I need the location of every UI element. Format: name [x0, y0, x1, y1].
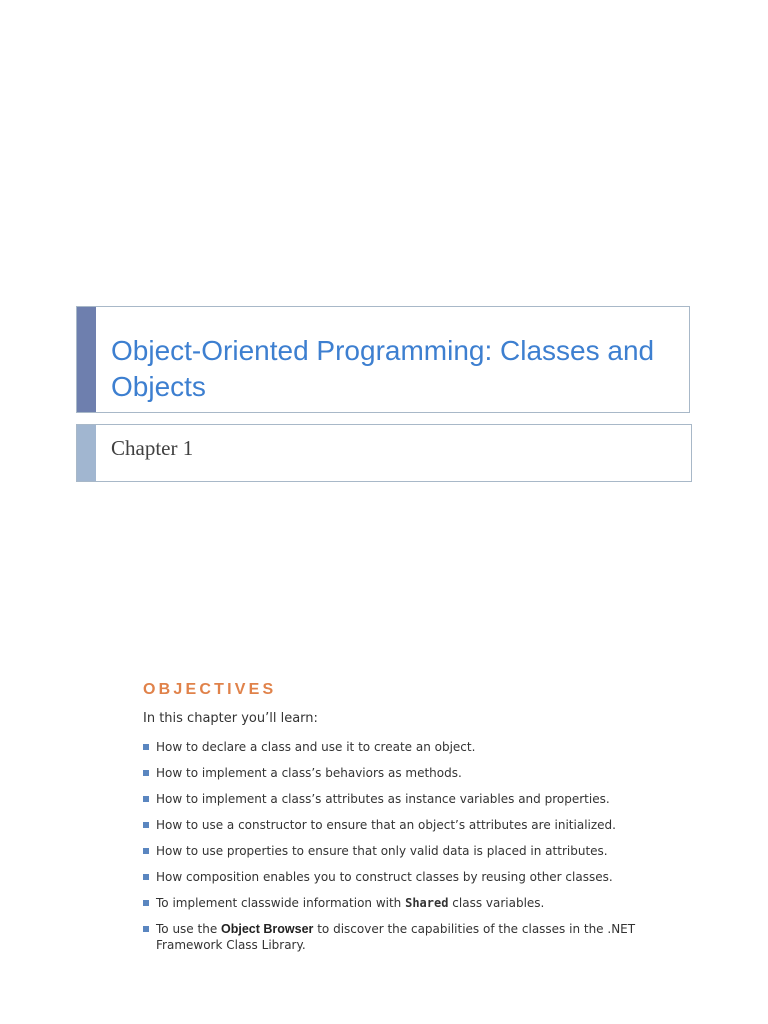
- objective-item: [143, 739, 703, 755]
- objective-text: How to declare a class and use it to create an object.: [156, 740, 476, 754]
- objectives-list: [143, 739, 703, 953]
- bullet-square-icon: [143, 822, 149, 828]
- objective-item: [143, 765, 703, 781]
- objective-text: How to implement a class’s attributes as instance variables and properties.: [156, 792, 610, 806]
- chapter-box: [76, 424, 692, 482]
- page-title: Object-Oriented Programming: Classes and Objects: [111, 335, 655, 402]
- object-browser-term: Object Browser: [221, 922, 314, 936]
- code-keyword-shared: Shared: [405, 896, 449, 910]
- objectives-heading: OBJECTIVES: [143, 681, 277, 698]
- objective-text-post: class variables.: [448, 896, 545, 910]
- bullet-square-icon: [143, 796, 149, 802]
- bullet-square-icon: [143, 900, 149, 906]
- bullet-square-icon: [143, 926, 149, 932]
- bullet-square-icon: [143, 848, 149, 854]
- objective-text-post: to discover the capabilities of the classes in the .NET Framework Class Library.: [156, 922, 636, 952]
- bullet-square-icon: [143, 744, 149, 750]
- objectives-section: [143, 680, 703, 963]
- objective-text-pre: To implement classwide information with: [156, 896, 406, 910]
- objective-text: How composition enables you to construct classes by reusing other classes.: [156, 870, 613, 884]
- objective-item: [143, 817, 703, 833]
- bullet-square-icon: [143, 874, 149, 880]
- chapter-label: Chapter 1: [111, 436, 194, 460]
- objective-item: [143, 843, 703, 859]
- objective-text: How to implement a class’s behaviors as methods.: [156, 766, 462, 780]
- objective-text: How to use properties to ensure that only valid data is placed in attributes.: [156, 844, 608, 858]
- objective-item: [143, 921, 703, 953]
- title-accent-bar: [77, 307, 96, 412]
- chapter-accent-bar: [77, 425, 96, 481]
- objective-text: How to use a constructor to ensure that an object’s attributes are initialized.: [156, 818, 616, 832]
- objective-text-pre: To use the: [156, 922, 222, 936]
- bullet-square-icon: [143, 770, 149, 776]
- objective-item: [143, 869, 703, 885]
- objectives-intro: In this chapter you’ll learn:: [143, 711, 318, 726]
- objective-item: [143, 791, 703, 807]
- title-box: [76, 306, 690, 413]
- objective-item: [143, 895, 703, 911]
